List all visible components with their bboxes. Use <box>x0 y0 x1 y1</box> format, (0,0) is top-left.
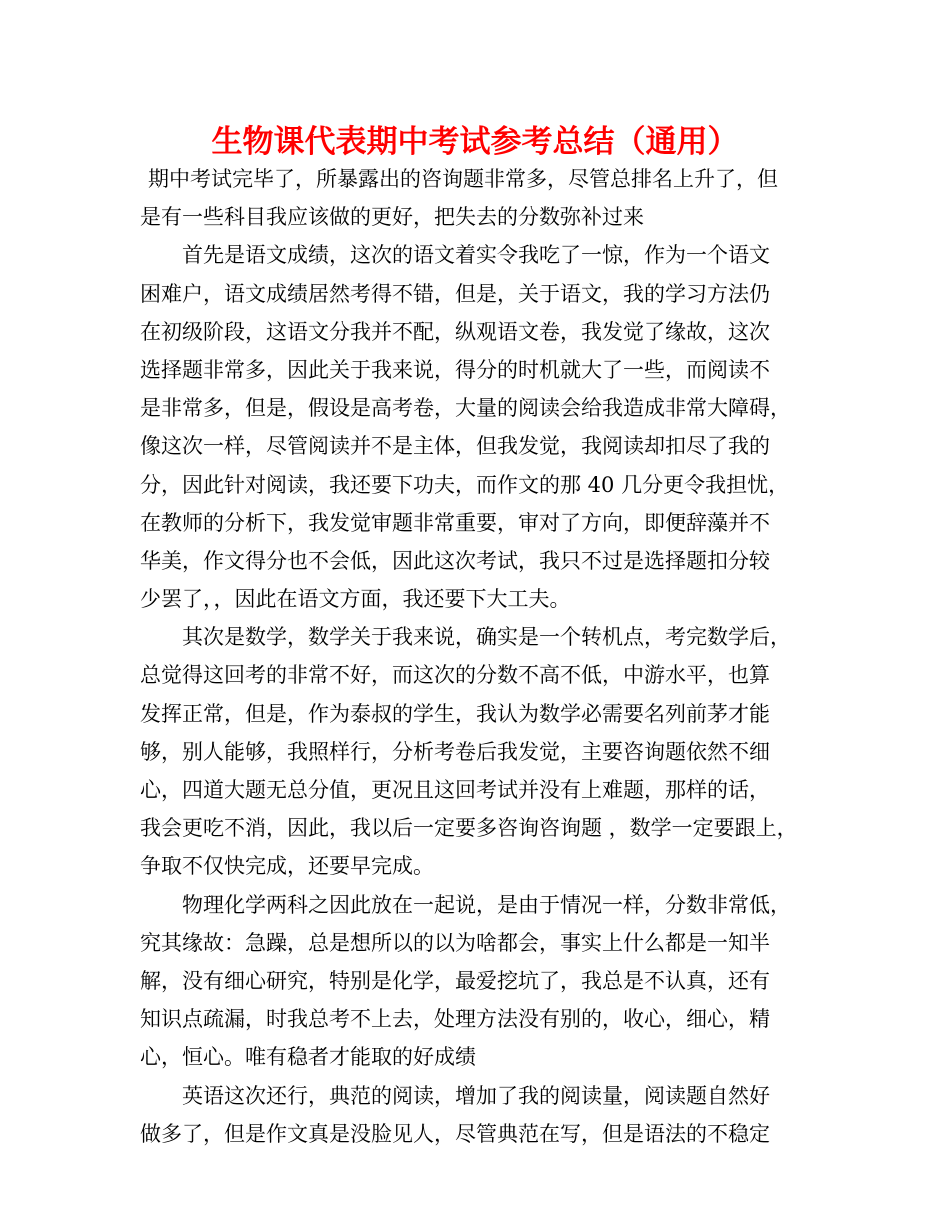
text-line: 做多了，但是作文真是没脸见人，尽管典范在写，但是语法的不稳定 <box>140 1121 770 1146</box>
text-line: 发挥正常，但是，作为泰叔的学生，我认为数学必需要名列前茅才能 <box>140 701 770 726</box>
text-line: 知识点疏漏，时我总考不上去，处理方法没有别的，收心，细心，精 <box>140 1007 770 1032</box>
text-line: 华美，作文得分也不会低，因此这次考试，我只不过是选择题扣分较 <box>140 548 770 573</box>
text-line: 总觉得这回考的非常不好，而这次的分数不高不低，中游水平，也算 <box>140 663 770 688</box>
text-line: 心，四道大题无总分值，更况且这回考试并没有上难题，那样的话， <box>140 778 770 802</box>
text-line: 选择题非常多，因此关于我来说，得分的时机就大了一些，而阅读不 <box>140 357 770 382</box>
text-line: 争取不仅快完成，还要早完成。 <box>140 854 434 879</box>
paragraph-english <box>140 1077 820 1153</box>
text-line: 分，因此针对阅读，我还要下功夫，而作文的那 40 几分更令我担忧， <box>140 472 790 497</box>
text-line: 是非常多，但是，假设是高考卷，大量的阅读会给我造成非常大障碍， <box>140 396 791 421</box>
text-line: 像这次一样，尽管阅读并不是主体，但我发觉，我阅读却扣尽了我的 <box>140 434 770 459</box>
text-line: 困难户，语文成绩居然考得不错，但是，关于语文，我的学习方法仍 <box>140 281 770 306</box>
text-line: 心，恒心。唯有稳者才能取的好成绩 <box>140 1045 476 1070</box>
text-line: 我会更吃不消，因此，我以后一定要多咨询咨询题 ，数学一定要跟上， <box>140 816 798 841</box>
text-line: 在初级阶段，这语文分我并不配，纵观语文卷，我发觉了缘故，这次 <box>140 319 770 344</box>
text-line: 够，别人能够，我照样行，分析考卷后我发觉，主要咨询题依然不细 <box>140 739 770 764</box>
text-line: 物理化学两科之因此放在一起说，是由于情况一样，分数非常低， <box>182 892 791 917</box>
paragraph-intro <box>140 160 820 236</box>
text-line: 其次是数学，数学关于我来说，确实是一个转机点，考完数学后， <box>182 625 791 650</box>
document-body <box>140 160 820 1153</box>
text-line: 英语这次还行，典范的阅读，增加了我的阅读量，阅读题自然好 <box>182 1083 770 1108</box>
paragraph-physics-chemistry <box>140 886 820 1077</box>
text-line: 少罢了，，因此在语文方面，我还要下大工夫。 <box>140 587 571 612</box>
text-line: 解，没有细心研究，特别是化学，最爱挖坑了，我总是不认真，还有 <box>140 968 770 993</box>
text-line: 究其缘故：急躁，总是想所以的以为啥都会，事实上什么都是一知半 <box>140 930 770 955</box>
paragraph-math <box>140 618 820 885</box>
document-title: 生物课代表期中考试参考总结（通用） <box>211 124 739 160</box>
text-line: 首先是语文成绩，这次的语文着实令我吃了一惊，作为一个语文 <box>182 243 770 268</box>
text-line: 期中考试完毕了，所暴露出的咨询题非常多，尽管总排名上升了，但 <box>148 167 778 191</box>
paragraph-chinese <box>140 236 820 618</box>
text-line: 是有一些科目我应该做的更好，把失去的分数弥补过来 <box>140 205 644 230</box>
text-line: 在教师的分析下，我发觉审题非常重要，审对了方向，即便辞藻并不 <box>140 510 770 535</box>
